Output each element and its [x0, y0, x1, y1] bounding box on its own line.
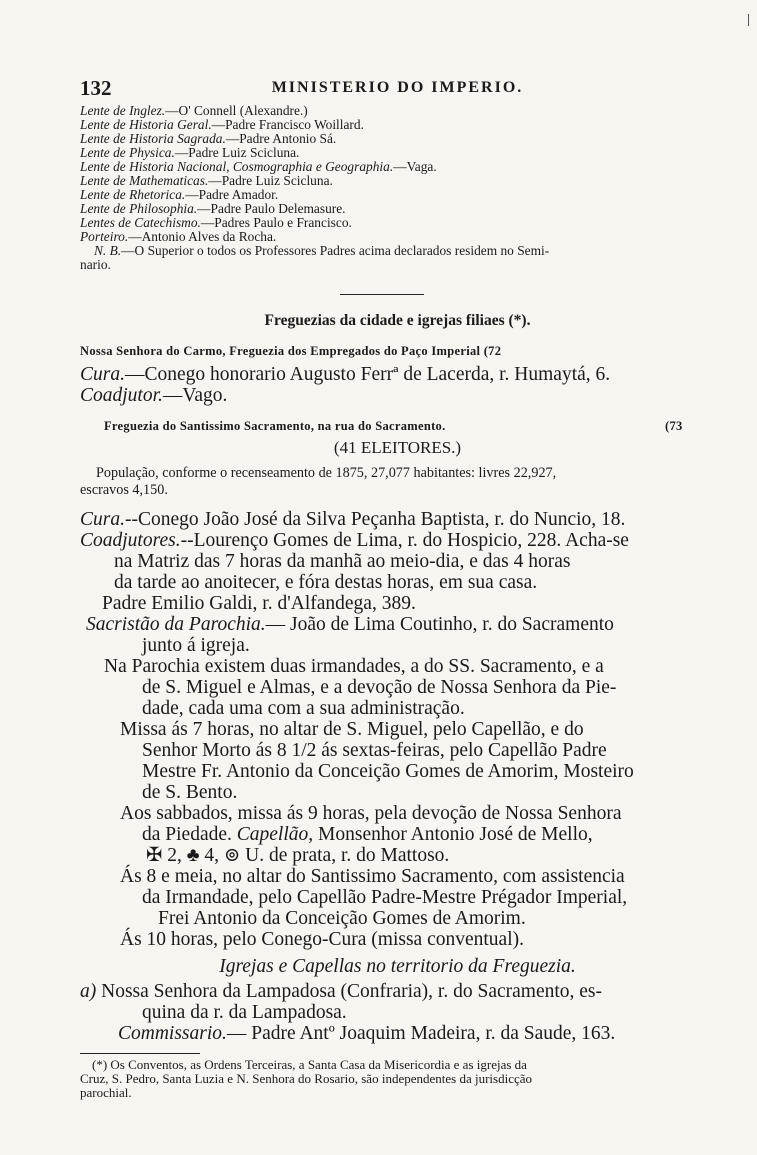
divider	[340, 294, 424, 295]
staff-line: Lente de Philosophia.—Padre Paulo Delemasure.	[80, 201, 346, 216]
staff-line: Lente de Historia Sagrada.—Padre Antonio Sá.	[80, 131, 337, 146]
symbols-icon: ✠ 2, ♣ 4, ⊚	[146, 845, 241, 866]
margin-mark	[748, 14, 749, 26]
text-line: Frei Antonio da Conceição Gomes de Amorim.	[158, 908, 526, 929]
parish-heading-sacramento: Freguezia do Santissimo Sacramento, na rua do Sacramento.	[104, 419, 446, 433]
text-line: Na Parochia existem duas irmandades, a do SS. Sacramento, e a	[104, 656, 604, 677]
staff-line: Lente de Physica.—Padre Luiz Scicluna.	[80, 145, 300, 160]
text-line: Ás 8 e meia, no altar do Santissimo Sacramento, com assistencia	[120, 866, 625, 887]
staff-line: Lente de Historia Geral.—Padre Francisco Woillard.	[80, 117, 364, 132]
text-line: na Matriz das 7 horas da manhã ao meio-dia, e das 4 horas	[114, 551, 571, 572]
carmo-coadjutor: Coadjutor.—Vago.	[80, 385, 228, 406]
text-line: junto á igreja.	[142, 635, 250, 656]
population-line: escravos 4,150.	[80, 482, 168, 498]
text-line: quina da r. da Lampadosa.	[142, 1002, 347, 1023]
text-line: a) Nossa Senhora da Lampadosa (Confraria), r. do Sacramento, es-	[80, 981, 603, 1002]
sacramento-coadjutores: Coadjutores.--Lourenço Gomes de Lima, r. do Hospicio, 228. Acha-se	[80, 530, 629, 551]
text-line: de S. Miguel e Almas, e a devoção de Nossa Senhora da Pie-	[142, 677, 617, 698]
igrejas-title: Igrejas e Capellas no territorio da Freguezia.	[219, 956, 576, 977]
nb-line: N. B.—O Superior o todos os Professores Padres acima declarados residem no Semi-	[94, 243, 550, 258]
text-line: Ás 10 horas, pelo Conego-Cura (missa conventual).	[120, 929, 524, 950]
sacristao-line: Sacristão da Parochia.— João de Lima Coutinho, r. do Sacramento	[86, 614, 614, 635]
sacramento-cura: Cura.--Conego João José da Silva Peçanha Baptista, r. do Nuncio, 18.	[80, 509, 626, 530]
nb-line: nario.	[80, 257, 111, 272]
text-line: ✠ 2, ♣ 4, ⊚ U. de prata, r. do Mattoso.	[146, 845, 450, 866]
page-number: 132	[80, 76, 112, 100]
footnote-rule	[80, 1053, 200, 1054]
footnote-line: Cruz, S. Pedro, Santa Luzia e N. Senhora do Rosario, são independentes da jurisdicção	[80, 1071, 532, 1086]
page-header	[80, 76, 715, 102]
eleitores: (41 ELEITORES.)	[333, 438, 462, 457]
commissario-line: Commissario.— Padre Antº Joaquim Madeira, r. da Saude, 163.	[118, 1023, 616, 1044]
text-line: da tarde ao anoitecer, e fóra destas horas, em sua casa.	[114, 572, 538, 593]
staff-line: Lente de Rhetorica.—Padre Amador.	[80, 187, 279, 202]
parish-heading-carmo: Nossa Senhora do Carmo, Freguezia dos Empregados do Paço Imperial (72	[80, 344, 502, 358]
text-line: Aos sabbados, missa ás 9 horas, pela devoção de Nossa Senhora	[120, 803, 622, 824]
running-title: MINISTERIO DO IMPERIO.	[271, 79, 524, 96]
staff-line: Lentes de Catechismo.—Padres Paulo e Francisco.	[80, 215, 352, 230]
section-title: Freguezias da cidade e igrejas filiaes (*).	[264, 312, 531, 329]
footnote-line: parochial.	[80, 1085, 132, 1100]
staff-line: Porteiro.—Antonio Alves da Rocha.	[80, 229, 277, 244]
staff-line: Lente de Mathematicas.—Padre Luiz Scicluna.	[80, 173, 333, 188]
text-line: Padre Emilio Galdi, r. d'Alfandega, 389.	[102, 593, 416, 614]
footnote-line: (*) Os Conventos, as Ordens Terceiras, a Santa Casa da Misericordia e as igrejas da	[92, 1057, 527, 1072]
staff-line: Lente de Inglez.—O' Connell (Alexandre.)	[80, 103, 308, 118]
text-line: da Irmandade, pelo Capellão Padre-Mestre Prégador Imperial,	[142, 887, 628, 908]
text-line: Senhor Morto ás 8 1/2 ás sextas-feiras, pelo Capellão Padre	[142, 740, 607, 761]
text-line: de S. Bento.	[142, 782, 238, 803]
text-line: Missa ás 7 horas, no altar de S. Miguel, pelo Capellão, e do	[120, 719, 584, 740]
text-line: Mestre Fr. Antonio da Conceição Gomes de Amorim, Mosteiro	[142, 761, 634, 782]
text-line: dade, cada uma com a sua administração.	[142, 698, 465, 719]
text-line: da Piedade. Capellão, Monsenhor Antonio José de Mello,	[142, 824, 593, 845]
staff-line: Lente de Historia Nacional, Cosmographia e Geographia.—Vaga.	[80, 159, 437, 174]
carmo-cura: Cura.—Conego honorario Augusto Ferrª de Lacerda, r. Humaytá, 6.	[80, 364, 611, 385]
population-line: População, conforme o recenseamento de 1875, 27,077 habitantes: livres 22,927,	[96, 465, 557, 481]
parish-number: (73	[665, 419, 683, 433]
